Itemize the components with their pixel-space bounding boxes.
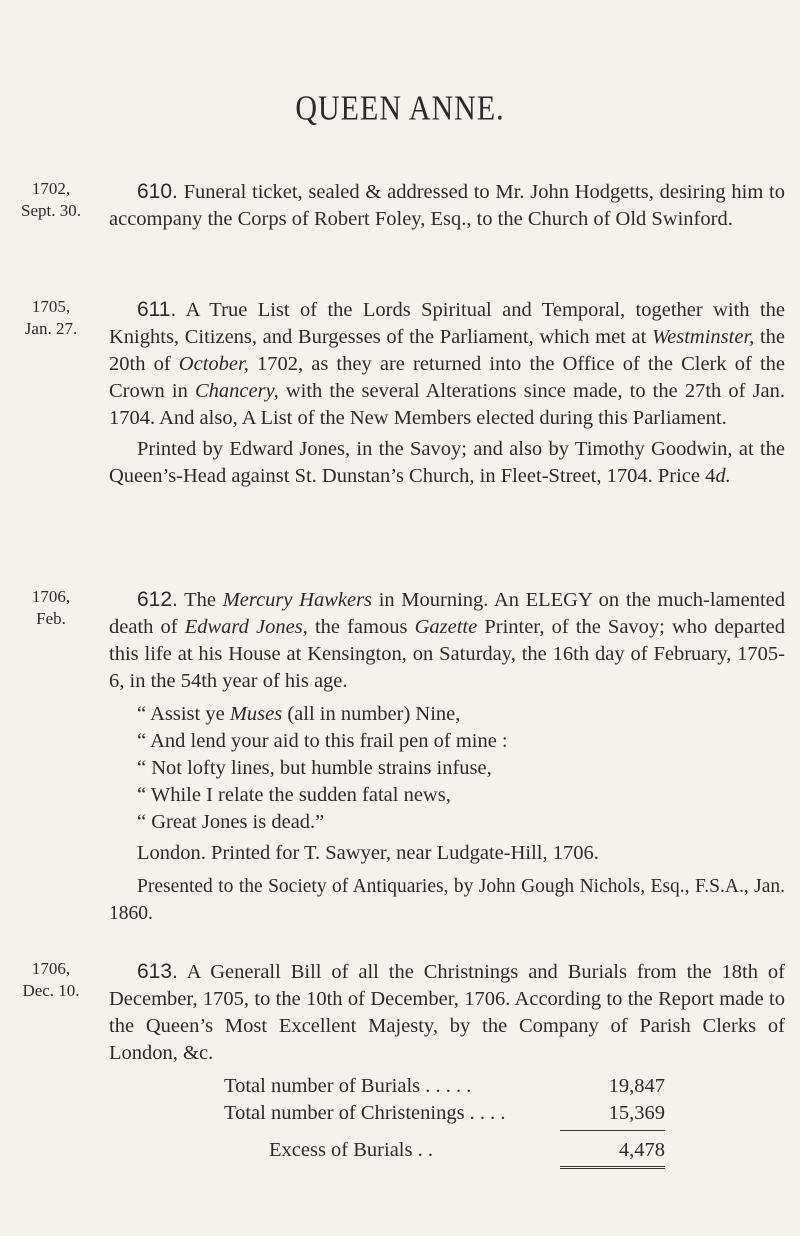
entry-date: 1702, Sept. 30. bbox=[21, 179, 81, 220]
totals-label: Total number of Burials . . . . . bbox=[224, 1075, 472, 1097]
entry-date: 1705, Jan. 27. bbox=[24, 297, 78, 338]
entry-imprint: London. Printed for T. Sawyer, near Ludgate-Hill, 1706. bbox=[137, 842, 599, 864]
entry-body bbox=[109, 958, 785, 1172]
verse-line: “ Assist ye Muses (all in number) Nine, bbox=[137, 703, 461, 725]
excess-label: Excess of Burials . . bbox=[269, 1139, 433, 1161]
elegy-verse bbox=[137, 701, 785, 836]
entry-text: Funeral ticket, sealed & addressed to Mr. John Hodgetts, desiring him to accompany the Corps of Robert Foley, Esq., to the Church of Old Swinford. bbox=[109, 181, 786, 230]
entry-number: 610. bbox=[137, 180, 178, 203]
double-rule bbox=[560, 1166, 665, 1169]
entry-provenance: Presented to the Society of Antiquaries, by John Gough Nichols, Esq., F.S.A., Jan. 1860. bbox=[109, 876, 785, 924]
entry-text: A Generall Bill of all the Christnings and Burials from the 18th of December, 1705, to the 10th of December, 1706. According to the Report made to the Queen’s Most Excellent Majesty, by the Company of Parish Clerks of London, &c. bbox=[109, 961, 785, 1064]
totals-value: 15,369 bbox=[608, 1102, 665, 1124]
entry-number: 612. bbox=[137, 588, 178, 611]
entry-text: 611. A True List of the Lords Spiritual and Temporal, together with the Knights, Citizens, and Burgesses of the Parliament, which met at Westminster, the 20th of October, 1702, as they are returned into the Office of the Clerk of the Crown in Chancery, with the several Alterations since made, to the 27th of Jan. 1704. And also, A List of the New Members elected during this Parliament. bbox=[109, 298, 786, 429]
totals-row bbox=[109, 1100, 785, 1127]
verse-line: “ Great Jones is dead.” bbox=[137, 811, 325, 833]
verse-line: “ While I relate the sudden fatal news, bbox=[137, 784, 451, 806]
entry-date: 1706, Feb. bbox=[31, 587, 71, 628]
entry-imprint: Printed by Edward Jones, in the Savoy; and also by Timothy Goodwin, at the Queen’s-Head against St. Dunstan’s Church, in Fleet-Street, 1704. Price 4d. bbox=[109, 438, 785, 487]
totals-row bbox=[109, 1073, 785, 1100]
entry-text: 612. The Mercury Hawkers in Mourning. An ELEGY on the much-lamented death of Edward Jones, the famous Gazette Printer, of the Savoy; who departed this life at his House at Kensington, on Saturday, the 16th day of February, 1705-6, in the 54th year of his age. bbox=[109, 588, 786, 692]
excess-value: 4,478 bbox=[618, 1139, 665, 1161]
totals-value: 19,847 bbox=[608, 1075, 665, 1097]
totals-label: Total number of Christenings . . . . bbox=[224, 1102, 506, 1124]
sum-rule bbox=[560, 1130, 665, 1131]
entry-body bbox=[109, 178, 785, 233]
verse-line: “ Not lofty lines, but humble strains infuse, bbox=[137, 757, 492, 779]
excess-row bbox=[109, 1137, 785, 1164]
entry-number: 611. bbox=[137, 298, 177, 321]
totals-table bbox=[109, 1073, 785, 1172]
page-header: QUEEN ANNE. bbox=[295, 89, 505, 128]
verse-line: “ And lend your aid to this frail pen of mine : bbox=[137, 730, 508, 752]
entry-number: 613. bbox=[137, 960, 178, 983]
entry-body bbox=[109, 586, 785, 927]
entry-body bbox=[109, 296, 785, 490]
entry-date: 1706, Dec. 10. bbox=[22, 959, 80, 1000]
